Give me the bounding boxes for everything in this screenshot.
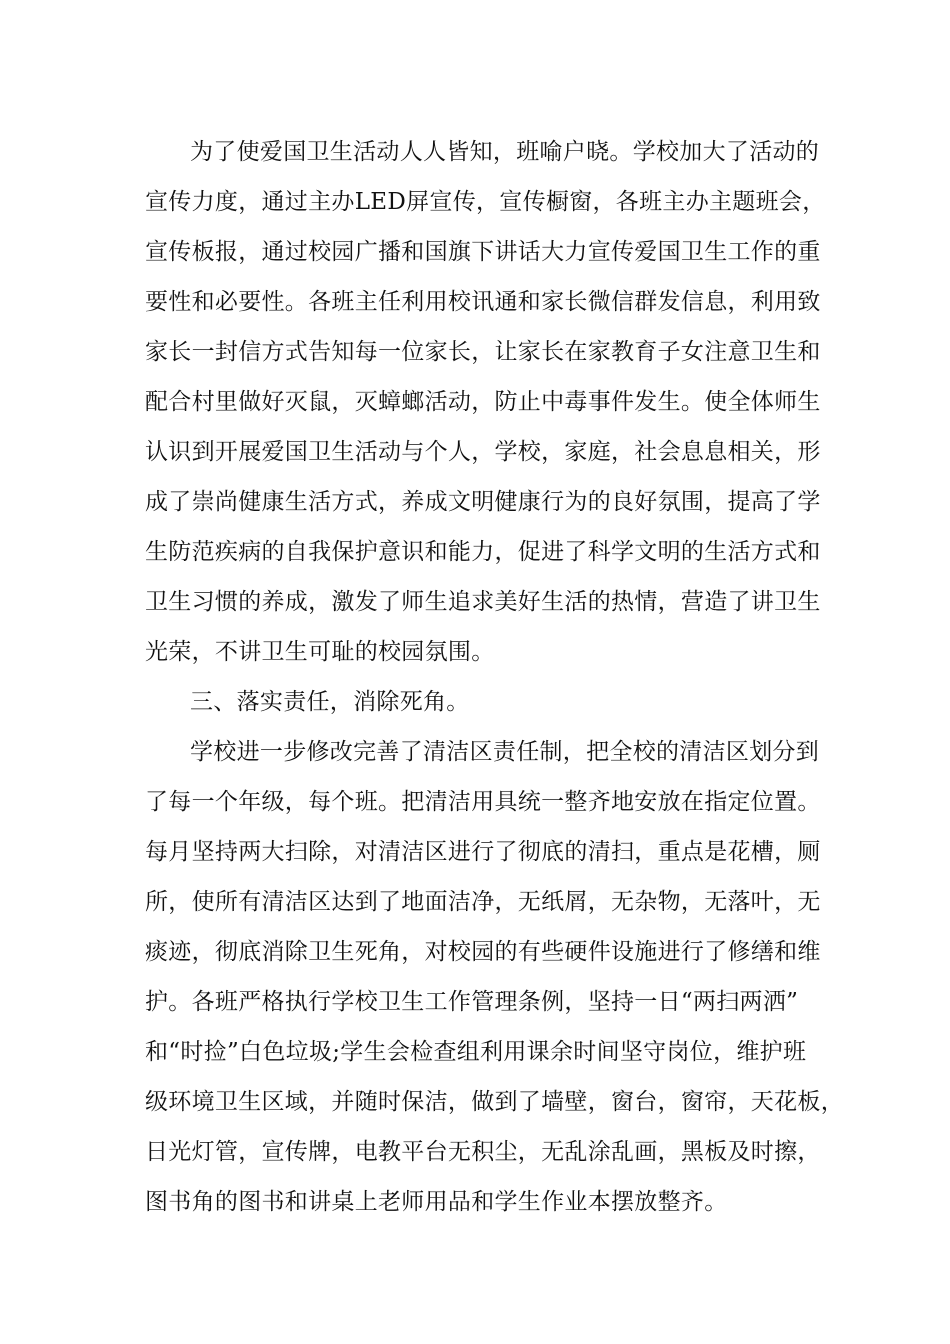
paragraph-line: 认识到开展爱国卫生活动与个人，学校，家庭，社会息息相关，形 (145, 439, 821, 465)
paragraph-line: 图书角的图书和讲桌上老师用品和学生作业本摆放整齐。 (145, 1189, 728, 1215)
paragraph-line: 每月坚持两大扫除，对清洁区进行了彻底的清扫，重点是花槽，厕 (145, 839, 821, 865)
paragraph-line: 家长一封信方式告知每一位家长，让家长在家教育子女注意卫生和 (145, 339, 821, 365)
paragraph-line: 为了使爱国卫生活动人人皆知，班喻户晓。学校加大了活动的 (190, 139, 820, 165)
paragraph-line: 要性和必要性。各班主任利用校讯通和家长微信群发信息，利用致 (145, 289, 821, 315)
paragraph-line: 配合村里做好灭鼠，灭蟑螂活动，防止中毒事件发生。使全体师生 (145, 389, 821, 415)
paragraph-line: 日光灯管，宣传牌，电教平台无积尘，无乱涂乱画，黑板及时擦， (145, 1139, 821, 1165)
paragraph-line: 宣传力度，通过主办LED屏宣传，宣传橱窗，各班主办主题班会， (145, 189, 826, 215)
paragraph-line: 光荣，不讲卫生可耻的校园氛围。 (145, 639, 495, 665)
paragraph-line: 宣传板报，通过校园广播和国旗下讲话大力宣传爱国卫生工作的重 (145, 239, 821, 265)
paragraph-line: 级环境卫生区域，并随时保洁，做到了墙壁，窗台，窗帘，天花板， (145, 1089, 844, 1115)
paragraph-line: 所，使所有清洁区达到了地面洁净，无纸屑，无杂物，无落叶，无 (145, 889, 821, 915)
paragraph-line: 生防范疾病的自我保护意识和能力，促进了科学文明的生活方式和 (145, 539, 821, 565)
paragraph-line: 学校进一步修改完善了清洁区责任制，把全校的清洁区划分到 (190, 739, 820, 765)
section-heading: 三、落实责任，消除死角。 (190, 689, 470, 715)
paragraph-line: 卫生习惯的养成，激发了师生追求美好生活的热情，营造了讲卫生 (145, 589, 821, 615)
paragraph-line: 痰迹，彻底消除卫生死角，对校园的有些硬件设施进行了修缮和维 (145, 939, 821, 965)
paragraph-line: 了每一个年级，每个班。把清洁用具统一整齐地安放在指定位置。 (145, 789, 821, 815)
paragraph-line: 成了崇尚健康生活方式，养成文明健康行为的良好氛围，提高了学 (145, 489, 821, 515)
paragraph-line: 和“时捡”白色垃圾;学生会检查组利用课余时间坚守岗位，维护班 (145, 1039, 807, 1065)
paragraph-line: 护。各班严格执行学校卫生工作管理条例，坚持一日“两扫两洒” (145, 989, 799, 1015)
